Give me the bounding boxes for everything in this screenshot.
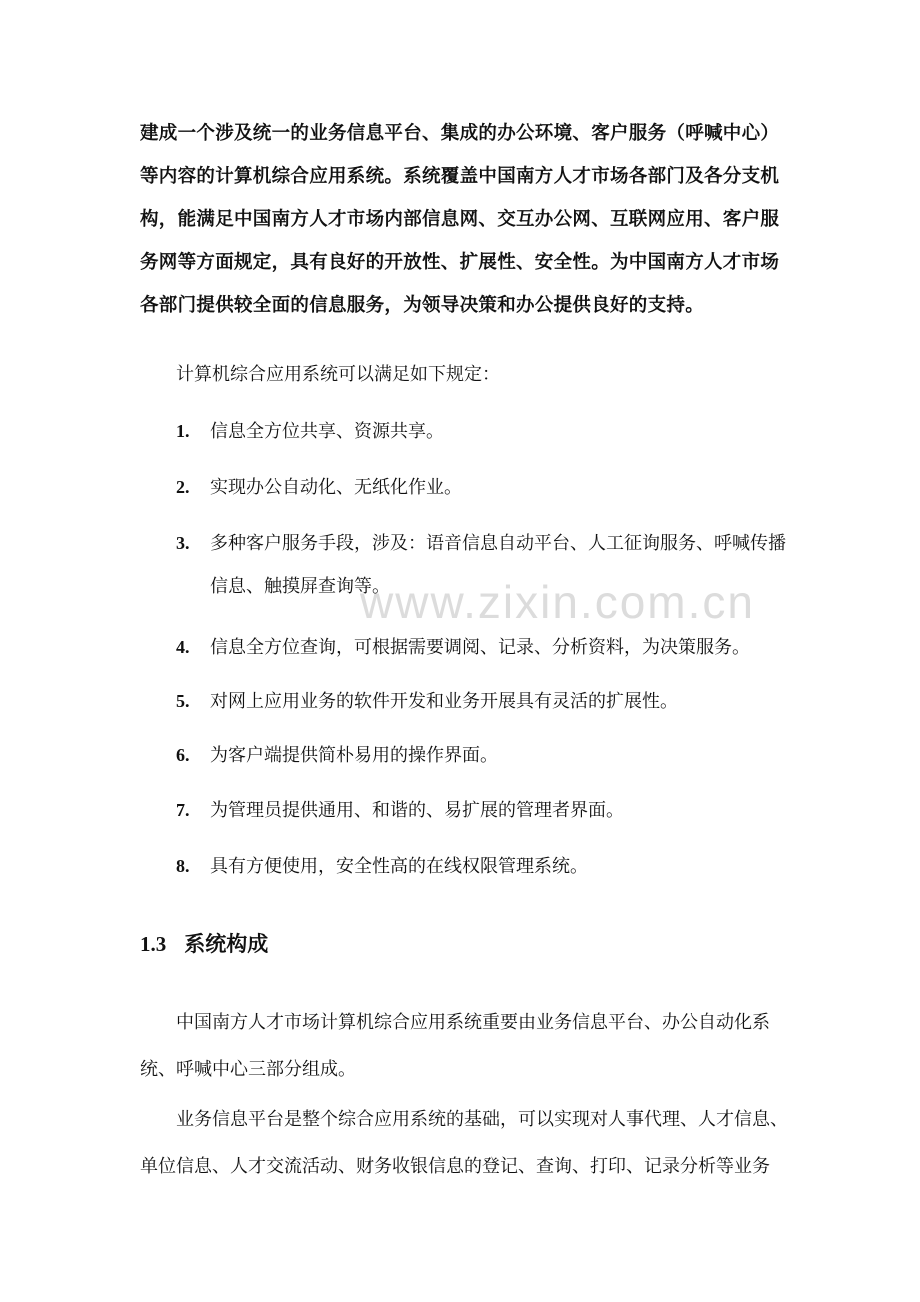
list-item-text: 对网上应用业务的软件开发和业务开展具有灵活的扩展性。 [210, 691, 678, 712]
list-item-number: 3. [176, 533, 190, 553]
list-item-number: 2. [176, 477, 190, 497]
list-item [176, 789, 796, 832]
section-title: 系统构成 [184, 932, 269, 956]
list-item-number: 5. [176, 691, 190, 711]
list-lead: 计算机综合应用系统可以满足如下规定： [176, 364, 500, 385]
list-item-number: 8. [176, 856, 190, 876]
body-paragraph: 业务信息平台是整个综合应用系统的基础，可以实现对人事代理、人才信息、单位信息、人才交流活动、财务收银信息的登记、查询、打印、记录分析等业务 [140, 1109, 788, 1177]
list-item [176, 734, 796, 777]
list-item [176, 680, 796, 723]
list-item [176, 410, 796, 453]
list-item-text: 信息全方位查询，可根据需要调阅、记录、分析资料，为决策服务。 [210, 637, 750, 658]
list-item-text: 为管理员提供通用、和谐的、易扩展的管理者界面。 [210, 800, 624, 821]
body-paragraph: 中国南方人才市场计算机综合应用系统重要由业务信息平台、办公自动化系统、呼喊中心三部分组成。 [140, 1012, 770, 1080]
section-heading [140, 928, 268, 958]
list-item [176, 845, 796, 888]
list-item [176, 626, 796, 669]
watermark: www.zixin.com.cn [360, 576, 755, 628]
list-item-number: 6. [176, 745, 190, 765]
list-item-number: 1. [176, 421, 190, 441]
intro-paragraph: 建成一个涉及统一的业务信息平台、集成的办公环境、客户服务（呼喊中心）等内容的计算机综合应用系统。系统覆盖中国南方人才市场各部门及各分支机构，能满足中国南方人才市场内部信息网、交互办公网、互联网应用、客户服务网等方面规定，具有良好的开放性、扩展性、安全性。为中国南方人才市场各部门提供较全面的信息服务，为领导决策和办公提供良好的支持。 [140, 123, 780, 316]
list-item-text: 实现办公自动化、无纸化作业。 [210, 477, 462, 498]
list-item-number: 7. [176, 800, 190, 820]
list-item [176, 466, 796, 509]
list-item-text: 多种客户服务手段，涉及：语音信息自动平台、人工征询服务、呼喊传播信息、触摸屏查询等。 [210, 533, 786, 597]
list-item-text: 信息全方位共享、资源共享。 [210, 421, 444, 442]
section-number: 1.3 [140, 932, 167, 956]
list-item-text: 具有方便使用，安全性高的在线权限管理系统。 [210, 856, 588, 877]
list-item-text: 为客户端提供简朴易用的操作界面。 [210, 745, 498, 766]
list-item-number: 4. [176, 637, 190, 657]
